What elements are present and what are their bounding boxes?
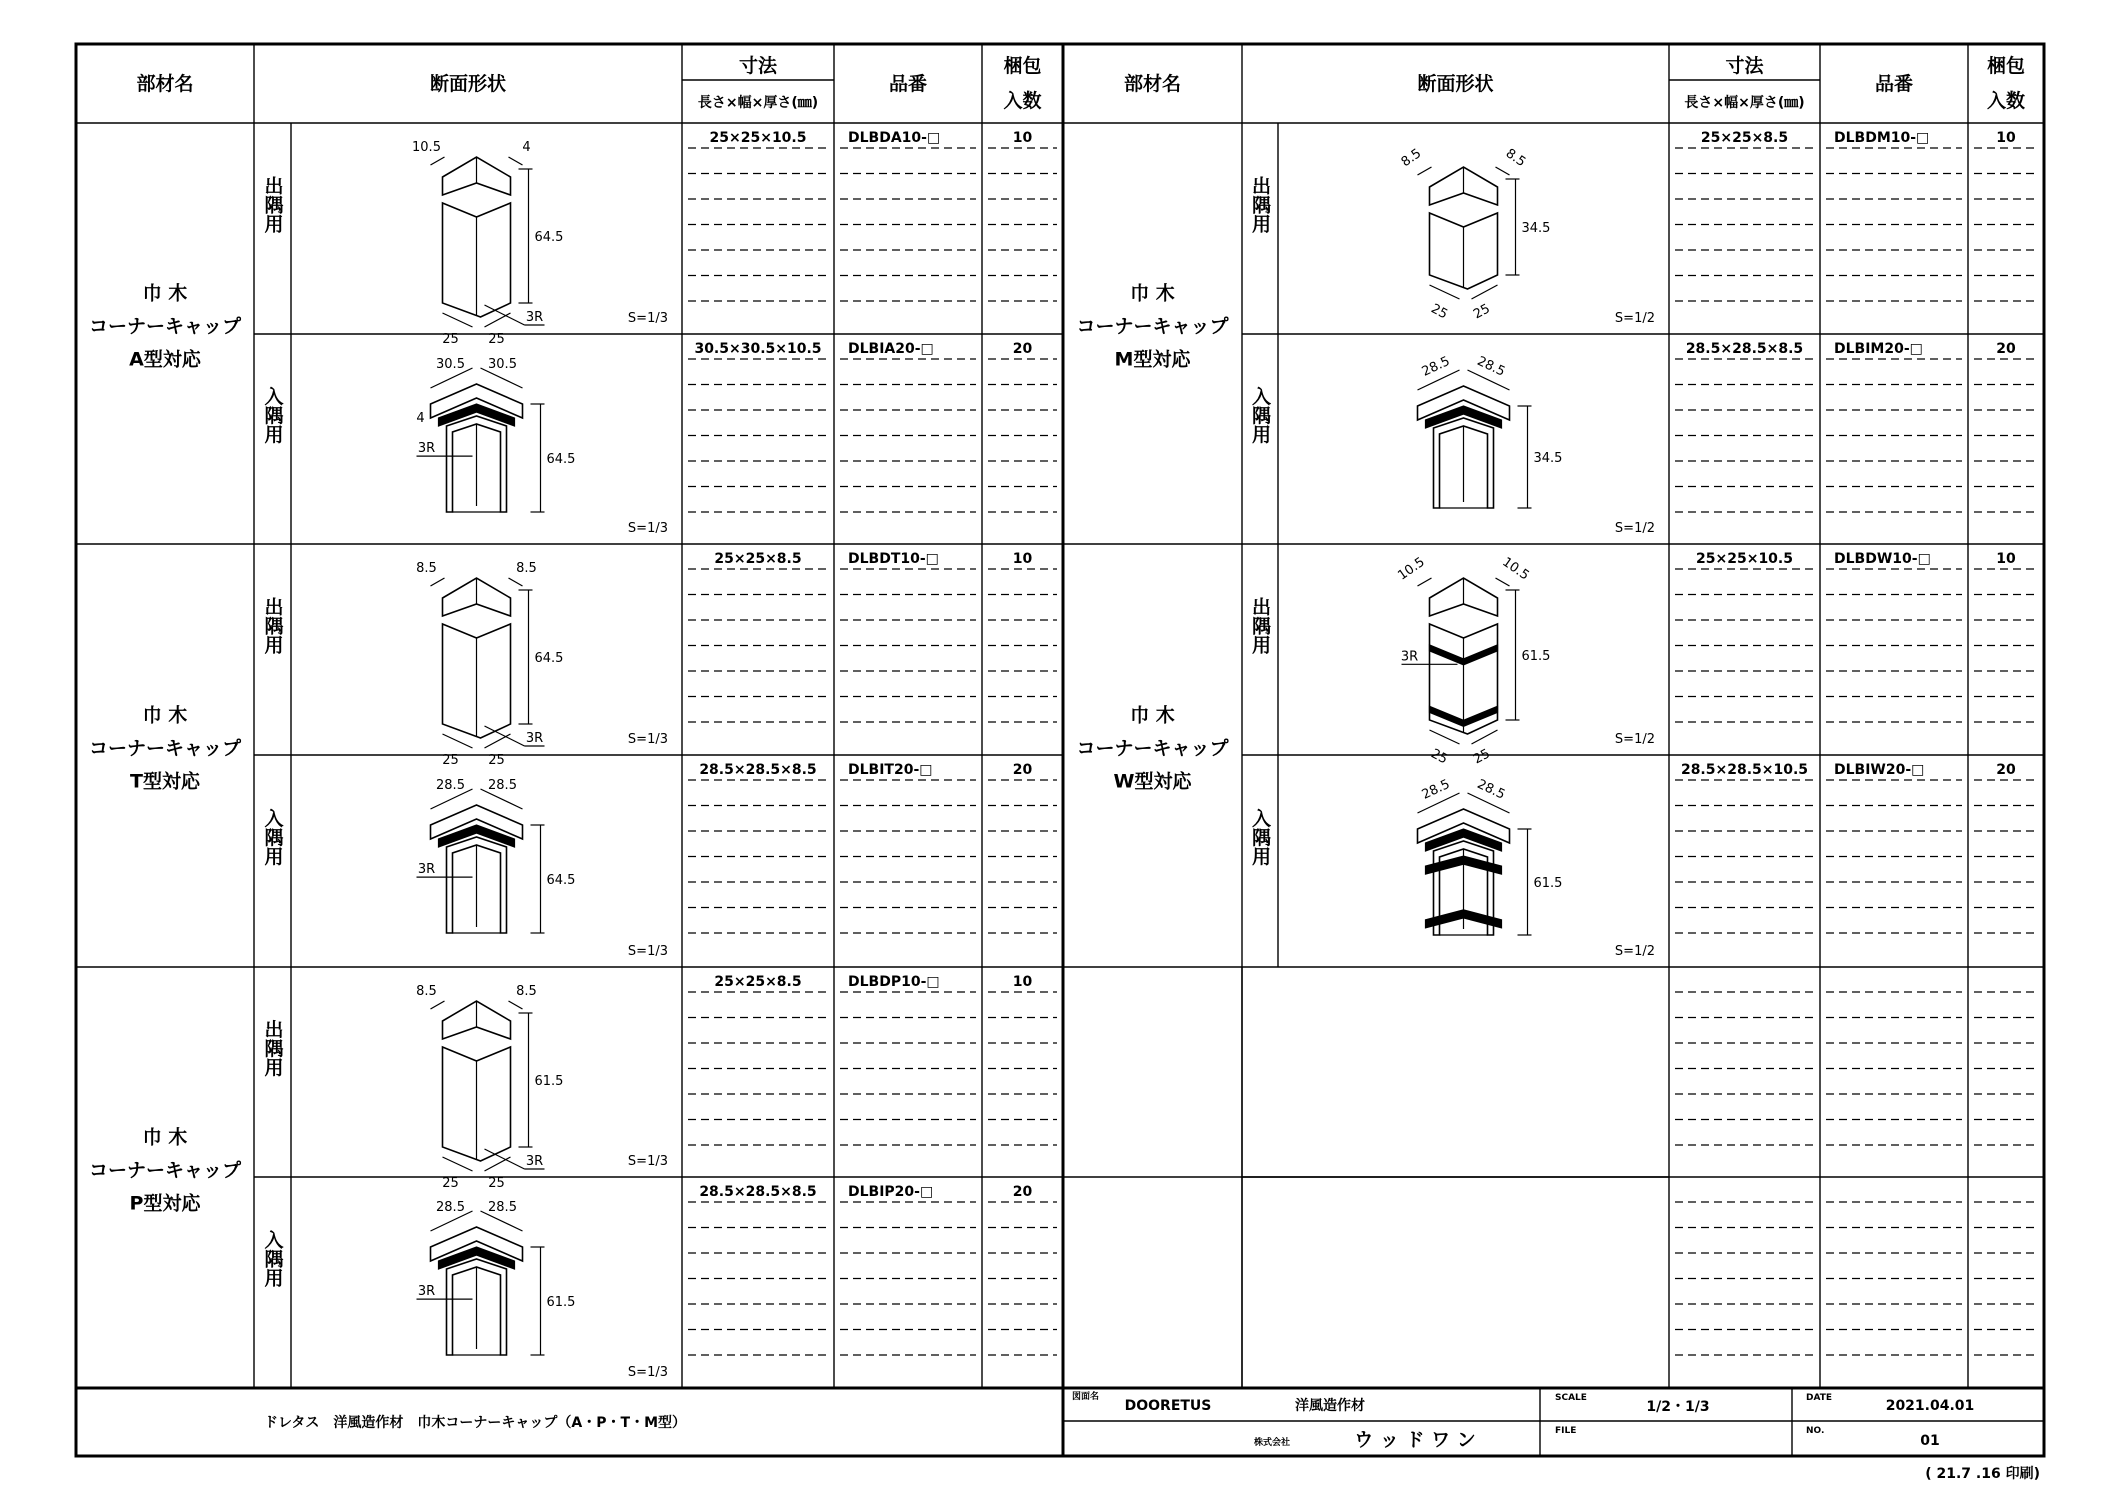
part-name-line: W型対応 xyxy=(1113,770,1192,793)
dimension-label: 25 xyxy=(1428,301,1450,323)
width-dimension-line xyxy=(509,1001,523,1009)
base-dimension-line xyxy=(443,313,473,327)
part-name-line: コーナーキャップ xyxy=(88,315,242,338)
radius-leader xyxy=(485,726,525,746)
base-dimension-line xyxy=(1430,730,1460,744)
part-number-value: DLBDM10-□ xyxy=(1834,130,1930,146)
company-prefix: 株式会社 xyxy=(1253,1438,1290,1448)
part-name-line: M型対応 xyxy=(1114,348,1191,371)
radius-leader xyxy=(485,305,525,325)
outer-corner-cap-figure xyxy=(412,140,563,347)
part-name-line: P型対応 xyxy=(129,1192,201,1215)
part-number-value: DLBIP20-□ xyxy=(848,1184,934,1200)
inner-corner-cap-figure xyxy=(417,778,576,933)
part-name-line: コーナーキャップ xyxy=(88,737,242,760)
title-block xyxy=(264,1388,2044,1482)
outer-corner-cap-figure xyxy=(1395,555,1550,768)
number-caption: NO. xyxy=(1806,1426,1825,1436)
part-name-line: 巾 木 xyxy=(1130,282,1175,305)
scale-label: S=1/3 xyxy=(627,732,668,747)
part-number-value: DLBIT20-□ xyxy=(848,762,933,778)
right-header-packing-1: 梱包 xyxy=(1986,55,2026,77)
usage-label: 出隅用 xyxy=(1249,597,1271,654)
size-value: 25×25×10.5 xyxy=(1696,551,1793,567)
dimension-label: 25 xyxy=(442,753,459,768)
base-dimension-line xyxy=(485,1157,511,1171)
outer-border xyxy=(76,44,2044,1456)
dimension-label: 8.5 xyxy=(516,984,537,999)
quantity-value: 20 xyxy=(1996,762,2016,778)
inner-corner-cap-figure xyxy=(417,1200,576,1355)
left-header-part-name: 部材名 xyxy=(136,73,194,95)
base-dimension-line xyxy=(485,734,511,748)
base-dimension-line xyxy=(1472,730,1498,744)
dimension-label: 61.5 xyxy=(534,1074,564,1089)
dimension-label: 25 xyxy=(488,332,505,347)
dimension-label: 10.5 xyxy=(1499,554,1532,584)
part-name-line: コーナーキャップ xyxy=(1076,737,1229,760)
right-header-dimension-sub: 長さ×幅×厚さ(㎜) xyxy=(1684,95,1805,111)
part-name-line: T型対応 xyxy=(130,770,200,793)
project-label: 図面名 xyxy=(1072,1392,1100,1402)
part-name-line: コーナーキャップ xyxy=(1076,315,1229,338)
dimension-label: 10.5 xyxy=(1395,554,1428,584)
dimension-label: 34.5 xyxy=(1533,451,1563,466)
print-date: ( 21.7 .16 印刷) xyxy=(1925,1466,2040,1482)
outer-corner-cap-figure xyxy=(416,984,563,1191)
scale-caption: SCALE xyxy=(1555,1393,1587,1403)
dimension-label: 28.5 xyxy=(436,778,465,793)
dimension-label: 4 xyxy=(522,140,531,155)
part-number-value: DLBIW20-□ xyxy=(1834,762,1925,778)
quantity-value: 20 xyxy=(1996,341,2016,357)
dimension-label: 64.5 xyxy=(534,651,564,666)
base-dimension-line xyxy=(485,313,511,327)
width-dimension-line xyxy=(509,157,523,165)
right-header-part-name: 部材名 xyxy=(1123,73,1182,95)
usage-label: 入隅用 xyxy=(261,808,284,866)
cap-top-shape xyxy=(431,805,523,839)
dimension-label: 64.5 xyxy=(534,230,564,245)
base-dimension-line xyxy=(1472,285,1498,299)
dimension-label: 8.5 xyxy=(416,984,437,999)
inner-corner-cap-figure xyxy=(1418,777,1563,935)
dimension-label: 3R xyxy=(1400,649,1419,665)
scale-label: S=1/3 xyxy=(627,311,668,326)
dimension-label: 28.5 xyxy=(1474,776,1508,803)
dimension-label: 25 xyxy=(1471,746,1493,768)
dimension-label: 28.5 xyxy=(436,1200,465,1215)
quantity-value: 10 xyxy=(1012,974,1033,990)
quantity-value: 10 xyxy=(1012,130,1033,146)
scale-label: S=1/3 xyxy=(627,944,668,959)
table-header xyxy=(76,44,2044,123)
left-table xyxy=(76,123,1063,1388)
scale-label: S=1/3 xyxy=(627,521,668,536)
size-value: 28.5×28.5×8.5 xyxy=(699,1184,817,1200)
part-number-value: DLBDT10-□ xyxy=(848,551,939,567)
right-header-packing-2: 入数 xyxy=(1986,90,2026,112)
width-dimension-line xyxy=(1496,167,1510,175)
dimension-label: 25 xyxy=(1471,301,1493,323)
quantity-value: 10 xyxy=(1996,130,2016,146)
dimension-label: 3R xyxy=(417,441,436,457)
part-number-value: DLBIM20-□ xyxy=(1834,341,1923,357)
dimension-label: 28.5 xyxy=(1474,353,1508,380)
width-dimension-line xyxy=(509,578,523,586)
size-value: 25×25×8.5 xyxy=(714,551,802,567)
part-name-line: コーナーキャップ xyxy=(88,1159,242,1182)
cap-top-shape xyxy=(431,384,523,418)
left-header-dimension-sub: 長さ×幅×厚さ(㎜) xyxy=(697,95,819,111)
quantity-value: 10 xyxy=(1996,551,2016,567)
cap-top-shape xyxy=(431,1227,523,1261)
dimension-label: 3R xyxy=(525,731,544,746)
width-dimension-line xyxy=(1418,578,1432,586)
scale-value: 1/2・1/3 xyxy=(1646,1399,1710,1415)
cap-top-shape xyxy=(1418,386,1510,420)
part-number-value: DLBDW10-□ xyxy=(1834,551,1931,567)
part-name-line: 巾 木 xyxy=(142,704,188,727)
scale-label: S=1/2 xyxy=(1614,732,1655,747)
dimension-label: 61.5 xyxy=(1533,876,1563,891)
usage-label: 出隅用 xyxy=(261,176,284,233)
base-dimension-line xyxy=(443,734,473,748)
scale-label: S=1/2 xyxy=(1614,944,1655,959)
size-value: 25×25×10.5 xyxy=(709,130,807,146)
left-header-packing-2: 入数 xyxy=(1003,90,1042,112)
left-header-dimension: 寸法 xyxy=(738,55,778,77)
dimension-label: 3R xyxy=(525,1154,544,1169)
company-name: ウ ッ ド ワ ン xyxy=(1354,1429,1476,1451)
date-caption: DATE xyxy=(1806,1393,1833,1403)
inner-corner-cap-figure xyxy=(1418,354,1563,508)
scale-label: S=1/2 xyxy=(1614,521,1655,536)
left-header-section-shape: 断面形状 xyxy=(429,73,507,95)
usage-label: 出隅用 xyxy=(1249,176,1271,233)
cap-top-shape xyxy=(1418,809,1510,843)
usage-label: 入隅用 xyxy=(261,386,284,444)
dimension-label: 30.5 xyxy=(436,357,465,372)
dimension-label: 10.5 xyxy=(412,140,441,155)
quantity-value: 20 xyxy=(1012,341,1033,357)
size-value: 25×25×8.5 xyxy=(714,974,802,990)
inner-corner-cap-figure xyxy=(416,357,575,512)
left-header-part-number: 品番 xyxy=(888,73,928,95)
dimension-label: 61.5 xyxy=(546,1295,576,1310)
usage-label: 出隅用 xyxy=(261,597,284,654)
usage-label: 入隅用 xyxy=(1249,808,1271,866)
dimension-label: 4 xyxy=(416,411,425,426)
part-name-line: 巾 木 xyxy=(142,282,188,305)
dimension-label: 25 xyxy=(442,1176,459,1191)
size-value: 28.5×28.5×8.5 xyxy=(699,762,817,778)
outer-corner-cap-figure xyxy=(1399,146,1551,322)
part-name-line: A型対応 xyxy=(129,348,201,371)
size-value: 30.5×30.5×10.5 xyxy=(694,341,822,357)
base-dimension-line xyxy=(1430,285,1460,299)
left-header-packing-1: 梱包 xyxy=(1003,55,1042,77)
dimension-label: 8.5 xyxy=(1398,146,1425,171)
dimension-label: 30.5 xyxy=(488,357,517,372)
dimension-label: 25 xyxy=(488,753,505,768)
width-dimension-line xyxy=(1418,167,1432,175)
right-header-section-shape: 断面形状 xyxy=(1417,73,1494,95)
dimension-label: 28.5 xyxy=(488,778,517,793)
dimension-label: 8.5 xyxy=(516,561,537,576)
part-number-value: DLBDA10-□ xyxy=(848,130,941,146)
dimension-label: 25 xyxy=(442,332,459,347)
dimension-label: 8.5 xyxy=(416,561,437,576)
right-header-part-number: 品番 xyxy=(1874,73,1914,95)
dimension-label: 3R xyxy=(525,310,544,325)
size-value: 28.5×28.5×8.5 xyxy=(1685,341,1804,357)
usage-label: 出隅用 xyxy=(261,1019,284,1077)
category-name: 洋風造作材 xyxy=(1295,1398,1365,1414)
radius-leader xyxy=(485,1149,525,1169)
dimension-label: 25 xyxy=(488,1176,505,1191)
dimension-label: 28.5 xyxy=(488,1200,517,1215)
outer-corner-cap-figure xyxy=(416,561,563,768)
dimension-label: 3R xyxy=(417,862,436,878)
part-name-line: 巾 木 xyxy=(142,1126,188,1149)
scale-label: S=1/2 xyxy=(1614,311,1655,326)
sheet-number: 01 xyxy=(1920,1433,1940,1449)
dimension-label: 28.5 xyxy=(1419,776,1453,803)
part-number-value: DLBDP10-□ xyxy=(848,974,940,990)
dimension-label: 64.5 xyxy=(546,873,576,888)
width-dimension-line xyxy=(431,578,445,586)
dimension-label: 8.5 xyxy=(1502,146,1529,171)
width-dimension-line xyxy=(431,1001,445,1009)
dimension-label: 61.5 xyxy=(1521,649,1551,664)
size-value: 28.5×28.5×10.5 xyxy=(1680,762,1809,778)
file-caption: FILE xyxy=(1555,1426,1577,1436)
part-name-line: 巾 木 xyxy=(1130,704,1175,727)
right-header-dimension: 寸法 xyxy=(1725,55,1764,77)
size-value: 25×25×8.5 xyxy=(1700,130,1789,146)
dimension-label: 25 xyxy=(1428,746,1450,768)
width-dimension-line xyxy=(1496,578,1510,586)
dimension-label: 28.5 xyxy=(1419,353,1453,380)
dimension-label: 64.5 xyxy=(546,452,576,467)
drawing-title: ドレタス 洋風造作材 巾木コーナーキャップ（A・P・T・M型） xyxy=(263,1415,687,1431)
part-number-value: DLBIA20-□ xyxy=(848,341,934,357)
dimension-label: 3R xyxy=(417,1284,436,1300)
quantity-value: 10 xyxy=(1012,551,1033,567)
project-name: DOORETUS xyxy=(1124,1398,1212,1414)
usage-label: 入隅用 xyxy=(261,1230,284,1287)
scale-label: S=1/3 xyxy=(627,1154,668,1169)
table-grid xyxy=(76,44,2044,1456)
usage-label: 入隅用 xyxy=(1249,386,1271,444)
width-dimension-line xyxy=(431,157,445,165)
quantity-value: 20 xyxy=(1012,762,1033,778)
right-table xyxy=(1063,123,2044,1388)
quantity-value: 20 xyxy=(1012,1184,1033,1200)
dimension-label: 34.5 xyxy=(1521,221,1551,236)
base-dimension-line xyxy=(443,1157,473,1171)
date-value: 2021.04.01 xyxy=(1885,1398,1975,1414)
scale-label: S=1/3 xyxy=(627,1365,668,1380)
